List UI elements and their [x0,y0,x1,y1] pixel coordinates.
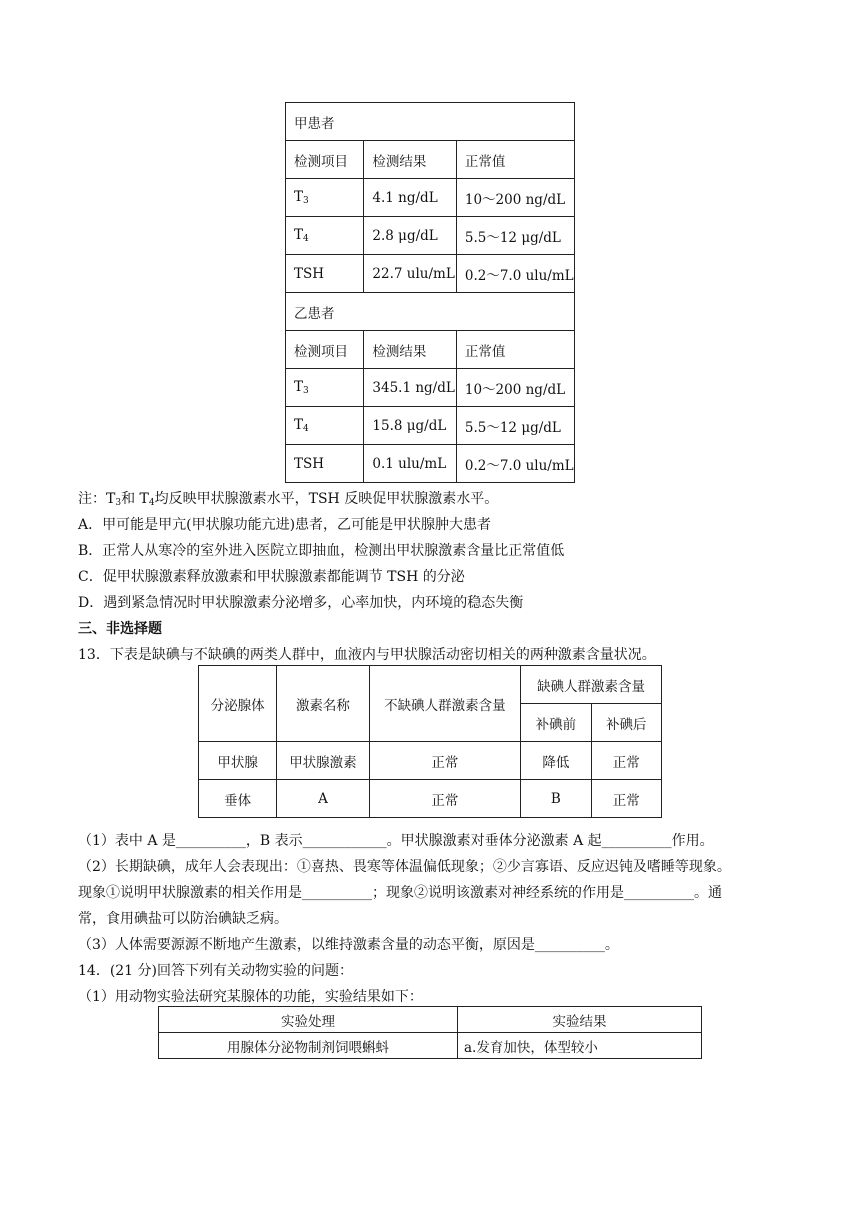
table-row [286,103,575,141]
table-row [286,331,575,369]
table-cell: 22.7 ulu/mL [364,255,456,293]
table-row [286,407,575,445]
header-cell: 检测结果 [364,331,456,369]
question-13-part-2-end: 常，食用碘盐可以防治碘缺乏病。 [78,911,288,927]
question-13-stem: 13．下表是缺碘与不缺碘的两类人群中，血液内与甲状腺活动密切相关的两种激素含量状况。 [78,647,656,663]
table-row [159,1007,702,1033]
question-13-part-1: （1）表中 A 是__________，B 表示____________。甲状腺激素对垂体分泌激素 A 起__________作用。 [78,833,714,849]
table-cell: 0.1 ulu/mL [364,445,456,483]
table-cell: 正常 [369,780,521,818]
header-cell: 补碘后 [591,704,661,742]
table-row [286,179,575,217]
table-cell: 用腺体分泌物制剂饲喂蝌蚪 [159,1033,458,1059]
table-cell: 0.2～7.0 ulu/mL [456,445,574,483]
option-d: D．遇到紧急情况时甲状腺激素分泌增多，心率加快，内环境的稳态失衡 [78,595,524,611]
section-title: 三、非选择题 [78,621,162,637]
table-cell: A [277,780,369,818]
header-cell: 实验结果 [458,1007,702,1033]
option-c: C．促甲状腺激素释放激素和甲状腺激素都能调节 TSH 的分泌 [78,569,465,585]
patient-a-header: 甲患者 [286,103,575,141]
table-row [286,369,575,407]
question-13-part-2: （2）长期缺碘，成年人会表现出：①喜热、畏寒等体温偏低现象；②少言寡语、反应迟钝及嗜睡等现象。 [78,859,731,875]
header-cell: 不缺碘人群激素含量 [369,666,521,742]
table-row [286,445,575,483]
table-cell: 5.5～12 μg/dL [456,217,574,255]
table-cell: 甲状腺 [199,742,277,780]
option-a: A．甲可能是甲亢(甲状腺功能亢进)患者，乙可能是甲状腺肿大患者 [78,517,492,533]
table-row [199,666,662,704]
patient-results-table [285,102,575,483]
table-row [159,1033,702,1059]
table-cell: 0.2～7.0 ulu/mL [456,255,574,293]
table-cell: 正常 [591,780,661,818]
table-cell: TSH [286,445,364,483]
question-14-stem: 14．(21 分)回答下列有关动物实验的问题： [78,963,354,979]
table-cell: $T_4$ [286,407,364,445]
table-row [286,141,575,179]
header-cell: 补碘前 [521,704,591,742]
table-cell: $T_4$ [286,217,364,255]
header-cell: 检测项目 [286,141,364,179]
table-cell: 垂体 [199,780,277,818]
question-13-part-3: （3）人体需要源源不断地产生激素，以维持激素含量的动态平衡，原因是__________。 [78,937,619,953]
option-b: B．正常人从寒冷的室外进入医院立即抽血，检测出甲状腺激素含量比正常值低 [78,543,565,559]
table-cell: 345.1 ng/dL [364,369,456,407]
table-cell: B [521,780,591,818]
header-cell: 缺碘人群激素含量 [521,666,662,704]
table-cell: 10～200 ng/dL [456,179,574,217]
table-cell: TSH [286,255,364,293]
table-note: 注：$T_3$和 $T_4$均反映甲状腺激素水平，TSH 反映促甲状腺激素水平。 [78,491,499,508]
patient-b-header: 乙患者 [286,293,575,331]
table-cell: 10～200 ng/dL [456,369,574,407]
header-cell: 分泌腺体 [199,666,277,742]
table-row [286,217,575,255]
header-cell: 检测项目 [286,331,364,369]
table-row [199,780,662,818]
table-cell: 5.5～12 μg/dL [456,407,574,445]
table-cell: 4.1 ng/dL [364,179,456,217]
header-cell: 实验处理 [159,1007,458,1033]
table-row [199,742,662,780]
table-row [286,293,575,331]
experiment-table [158,1006,702,1059]
table-cell: 2.8 μg/dL [364,217,456,255]
table-cell: $T_3$ [286,369,364,407]
table-cell: 正常 [369,742,521,780]
table-row [286,255,575,293]
iodine-hormone-table [198,665,662,818]
table-cell: 正常 [591,742,661,780]
table-cell: 甲状腺激素 [277,742,369,780]
table-cell: $T_3$ [286,179,364,217]
header-cell: 激素名称 [277,666,369,742]
table-cell: 降低 [521,742,591,780]
header-cell: 检测结果 [364,141,456,179]
question-14-part-1: （1）用动物实验法研究某腺体的功能，实验结果如下： [78,989,423,1005]
table-cell: 15.8 μg/dL [364,407,456,445]
table-cell: a.发育加快，体型较小 [458,1033,702,1059]
question-13-part-2-cont: 现象①说明甲状腺激素的相关作用是__________；现象②说明该激素对神经系统的作用是__________。通 [78,885,722,901]
header-cell: 正常值 [456,331,574,369]
header-cell: 正常值 [456,141,574,179]
